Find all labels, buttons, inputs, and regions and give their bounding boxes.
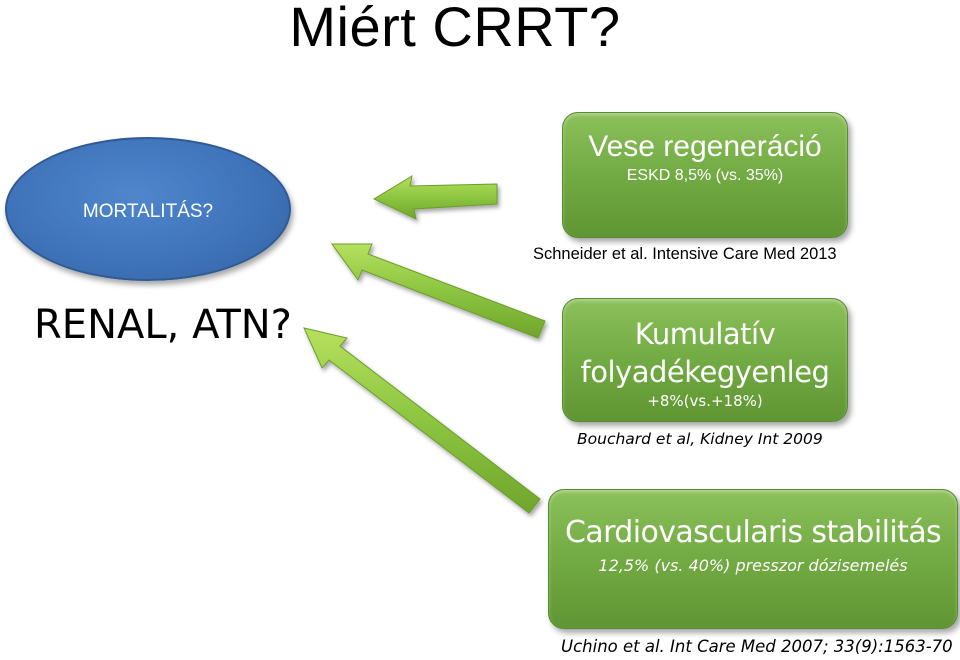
arrow-regeneration — [374, 176, 497, 219]
fluid-balance-title-line2: folyadékegyenleg — [580, 355, 830, 389]
kidney-regeneration-stat: ESKD 8,5% (vs. 35%) — [626, 167, 784, 184]
cardiovascular-stability-stat: 12,5% (vs. 40%) presszor dózisemelés — [598, 556, 908, 575]
reference-bouchard: Bouchard et al, Kidney Int 2009 — [577, 430, 823, 448]
reference-schneider: Schneider et al. Intensive Care Med 2013 — [533, 245, 837, 263]
arrow-fluid-balance — [332, 244, 545, 338]
arrow-cardiovascular — [304, 328, 540, 513]
kidney-regeneration-box — [562, 112, 848, 238]
slide-title: Miért CRRT? — [289, 0, 621, 58]
cardiovascular-stability-title: Cardiovascularis stabilitás — [564, 515, 942, 550]
fluid-balance-title-line1: Kumulatív — [634, 317, 776, 351]
kidney-regeneration-title: Vese regeneráció — [588, 130, 822, 163]
cardiovascular-stability-box — [548, 489, 958, 629]
mortality-label: MORTALITÁS? — [82, 201, 214, 222]
fluid-balance-box — [562, 298, 848, 422]
fluid-balance-stat: +8%(vs.+18%) — [647, 392, 763, 410]
renal-atn-label: RENAL, ATN? — [34, 302, 292, 348]
reference-uchino: Uchino et al. Int Care Med 2007; 33(9):1563-70 — [561, 637, 953, 656]
